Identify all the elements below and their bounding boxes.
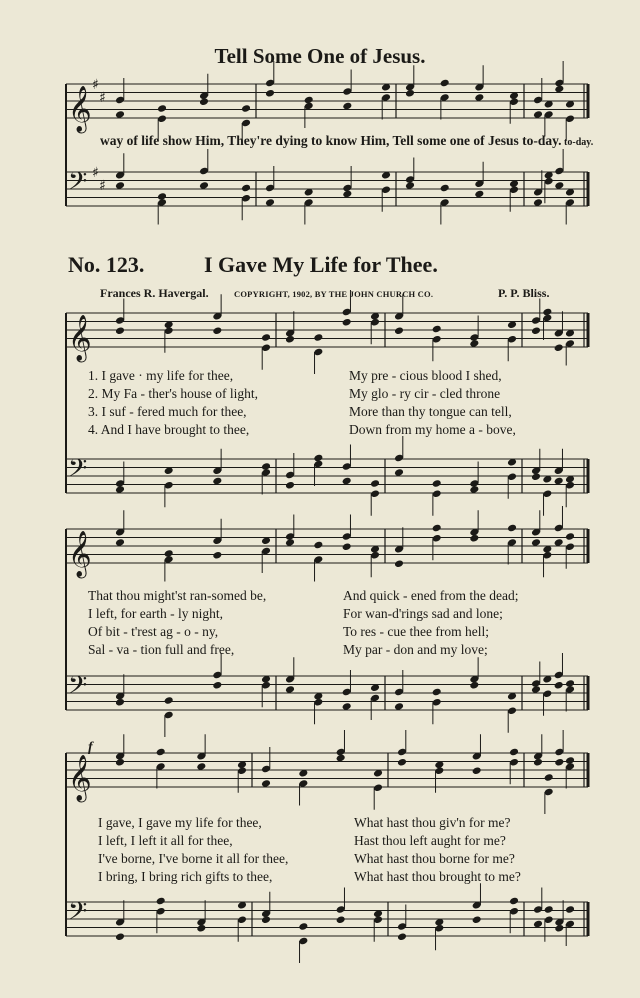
system-2-bass-clef: 𝄢 <box>68 671 88 706</box>
system-3-treble-note <box>156 748 166 757</box>
system-2-bass-note <box>469 681 479 690</box>
hymn-composer: P. P. Bliss. <box>498 286 550 300</box>
system-2-bass-note <box>164 696 174 705</box>
system-1-treble-note <box>554 343 564 352</box>
verse-4-line-a: 4. And I have brought to thee, <box>88 422 250 437</box>
refrain-4-line-a: I bring, I bring rich gifts to thee, <box>98 869 273 884</box>
system-3-treble-note <box>509 748 519 757</box>
system-2-treble-note <box>507 524 517 533</box>
hymn-author: Frances R. Havergal. <box>100 286 209 300</box>
system-top-treble-note <box>199 97 209 106</box>
system-top-key-sig: ♯ <box>99 89 106 106</box>
system-1-treble-note <box>261 333 271 342</box>
verse-2-line-a: 2. My Fa - ther's house of light, <box>88 386 259 401</box>
system-2-treble-note <box>565 532 575 541</box>
system-3-bass-note <box>156 897 166 906</box>
hymn-title: I Gave My Life for Thee. <box>204 252 438 277</box>
system-1-treble-note <box>313 333 323 342</box>
system-3-treble-note <box>533 758 543 767</box>
verse-1-line-a: 1. I gave · my life for thee, <box>88 368 234 383</box>
system-3-treble-note <box>397 758 407 767</box>
top-hymn-title: Tell Some One of Jesus. <box>214 44 426 68</box>
system-top-bass-note <box>440 184 450 193</box>
system-3-bass-note <box>509 897 519 906</box>
system-2-treble-note <box>342 542 352 551</box>
system-top-treble-note <box>265 89 275 98</box>
verse-2-line-d: For wan-d'rings sad and lone; <box>343 606 503 621</box>
system-3-bass-note <box>397 932 407 941</box>
system-3-bass-note <box>115 932 125 941</box>
verse-4-line-d: My par - don and my love; <box>343 642 488 657</box>
refrain-2-line-b: Hast thou left aught for me? <box>354 833 506 848</box>
system-2-treble-clef: 𝄞 <box>68 531 92 577</box>
system-3-bass-note <box>544 905 554 914</box>
system-top-treble-note <box>440 79 450 88</box>
system-3-treble-note <box>472 766 482 775</box>
system-1-treble-note <box>394 326 404 335</box>
dynamic-forte: f <box>88 740 93 755</box>
hymn-number: No. 123. <box>68 252 145 277</box>
system-1-treble-note <box>342 318 352 327</box>
verse-3-line-c: Of bit - t'rest ag - o - ny, <box>88 624 219 639</box>
top-hymn-lyric-small: to-day. <box>561 137 594 148</box>
system-2-bass-note <box>115 698 125 707</box>
system-1-bass-note <box>531 472 541 481</box>
system-1-treble-note <box>212 326 222 335</box>
system-1-bass-note <box>432 479 442 488</box>
system-2-treble-note <box>313 541 323 550</box>
hymn-copyright: COPYRIGHT, 1902, BY THE JOHN CHURCH CO. <box>234 289 434 299</box>
verse-1-line-d: And quick - ened from the dead; <box>343 588 519 603</box>
system-3-bass-note <box>336 915 346 924</box>
system-1-treble-note <box>432 325 442 334</box>
refrain-4-line-b: What hast thou brought to me? <box>354 869 521 884</box>
system-2-treble-note <box>394 559 404 568</box>
system-2-treble-note <box>469 534 479 543</box>
system-1-bass-note <box>370 479 380 488</box>
system-top-treble-clef: 𝄞 <box>68 86 92 132</box>
system-3-treble-note <box>115 758 125 767</box>
system-top-treble-note <box>157 104 167 113</box>
refrain-1-line-a: I gave, I gave my life for thee, <box>98 815 262 830</box>
system-1-treble-note <box>531 326 541 335</box>
system-top-key-sig: ♯ <box>99 177 106 194</box>
system-top-bass-note <box>241 184 251 193</box>
system-top-key-sig: ♯ <box>92 77 99 93</box>
system-2-treble-note <box>432 524 442 533</box>
system-3-treble-note <box>554 758 564 767</box>
verse-2-line-b: My glo - ry cir - cled throne <box>349 386 501 401</box>
system-3-bass-note <box>565 905 575 914</box>
verse-3-line-d: To res - cue thee from hell; <box>343 624 489 639</box>
system-1-treble-clef: 𝄞 <box>68 315 92 361</box>
system-3-bass-note <box>261 915 271 924</box>
refrain-2-line-a: I left, I left it all for thee, <box>98 833 233 848</box>
system-3-bass-note <box>554 924 564 933</box>
system-3-treble-clef: 𝄞 <box>68 755 92 801</box>
system-2-treble-note <box>212 551 222 560</box>
verse-2-line-c: I left, for earth - ly night, <box>88 606 223 621</box>
system-3-bass-note <box>472 915 482 924</box>
system-3-bass-note <box>298 922 308 931</box>
verse-4-line-b: Down from my home a - bove, <box>349 422 516 437</box>
system-2-bass-note <box>212 681 222 690</box>
system-top-treble-note <box>405 89 415 98</box>
system-3-treble-note <box>544 773 554 782</box>
system-3-bass-clef: 𝄢 <box>68 897 88 932</box>
system-1-treble-note <box>285 335 295 344</box>
system-top-bass-clef: 𝄢 <box>68 167 88 202</box>
system-2-bass-note <box>554 681 564 690</box>
system-1-bass-clef: 𝄢 <box>68 454 88 489</box>
verse-3-line-a: 3. I suf - fered much for thee, <box>88 404 247 419</box>
system-1-treble-note <box>115 326 125 335</box>
refrain-1-line-b: What hast thou giv'n for me? <box>354 815 511 830</box>
top-hymn-lyric-main: way of life show Him, They're dying to know Him, Tell some one of Jesus to-day. <box>100 133 562 148</box>
refrain-3-line-b: What hast thou borne for me? <box>354 851 515 866</box>
system-top-key-sig: ♯ <box>92 165 99 181</box>
verse-3-line-b: More than thy tongue can tell, <box>349 404 512 419</box>
verse-4-line-c: Sal - va - tion full and free, <box>88 642 235 657</box>
verse-1-line-c: That thou might'st ran-somed be, <box>88 588 267 603</box>
system-3-bass-note <box>196 924 206 933</box>
system-top-treble-note <box>241 104 251 113</box>
refrain-3-line-a: I've borne, I've borne it all for thee, <box>98 851 289 866</box>
system-1-bass-note <box>285 481 295 490</box>
system-2-bass-note <box>432 688 442 697</box>
verse-1-line-b: My pre - cious blood I shed, <box>349 368 502 383</box>
